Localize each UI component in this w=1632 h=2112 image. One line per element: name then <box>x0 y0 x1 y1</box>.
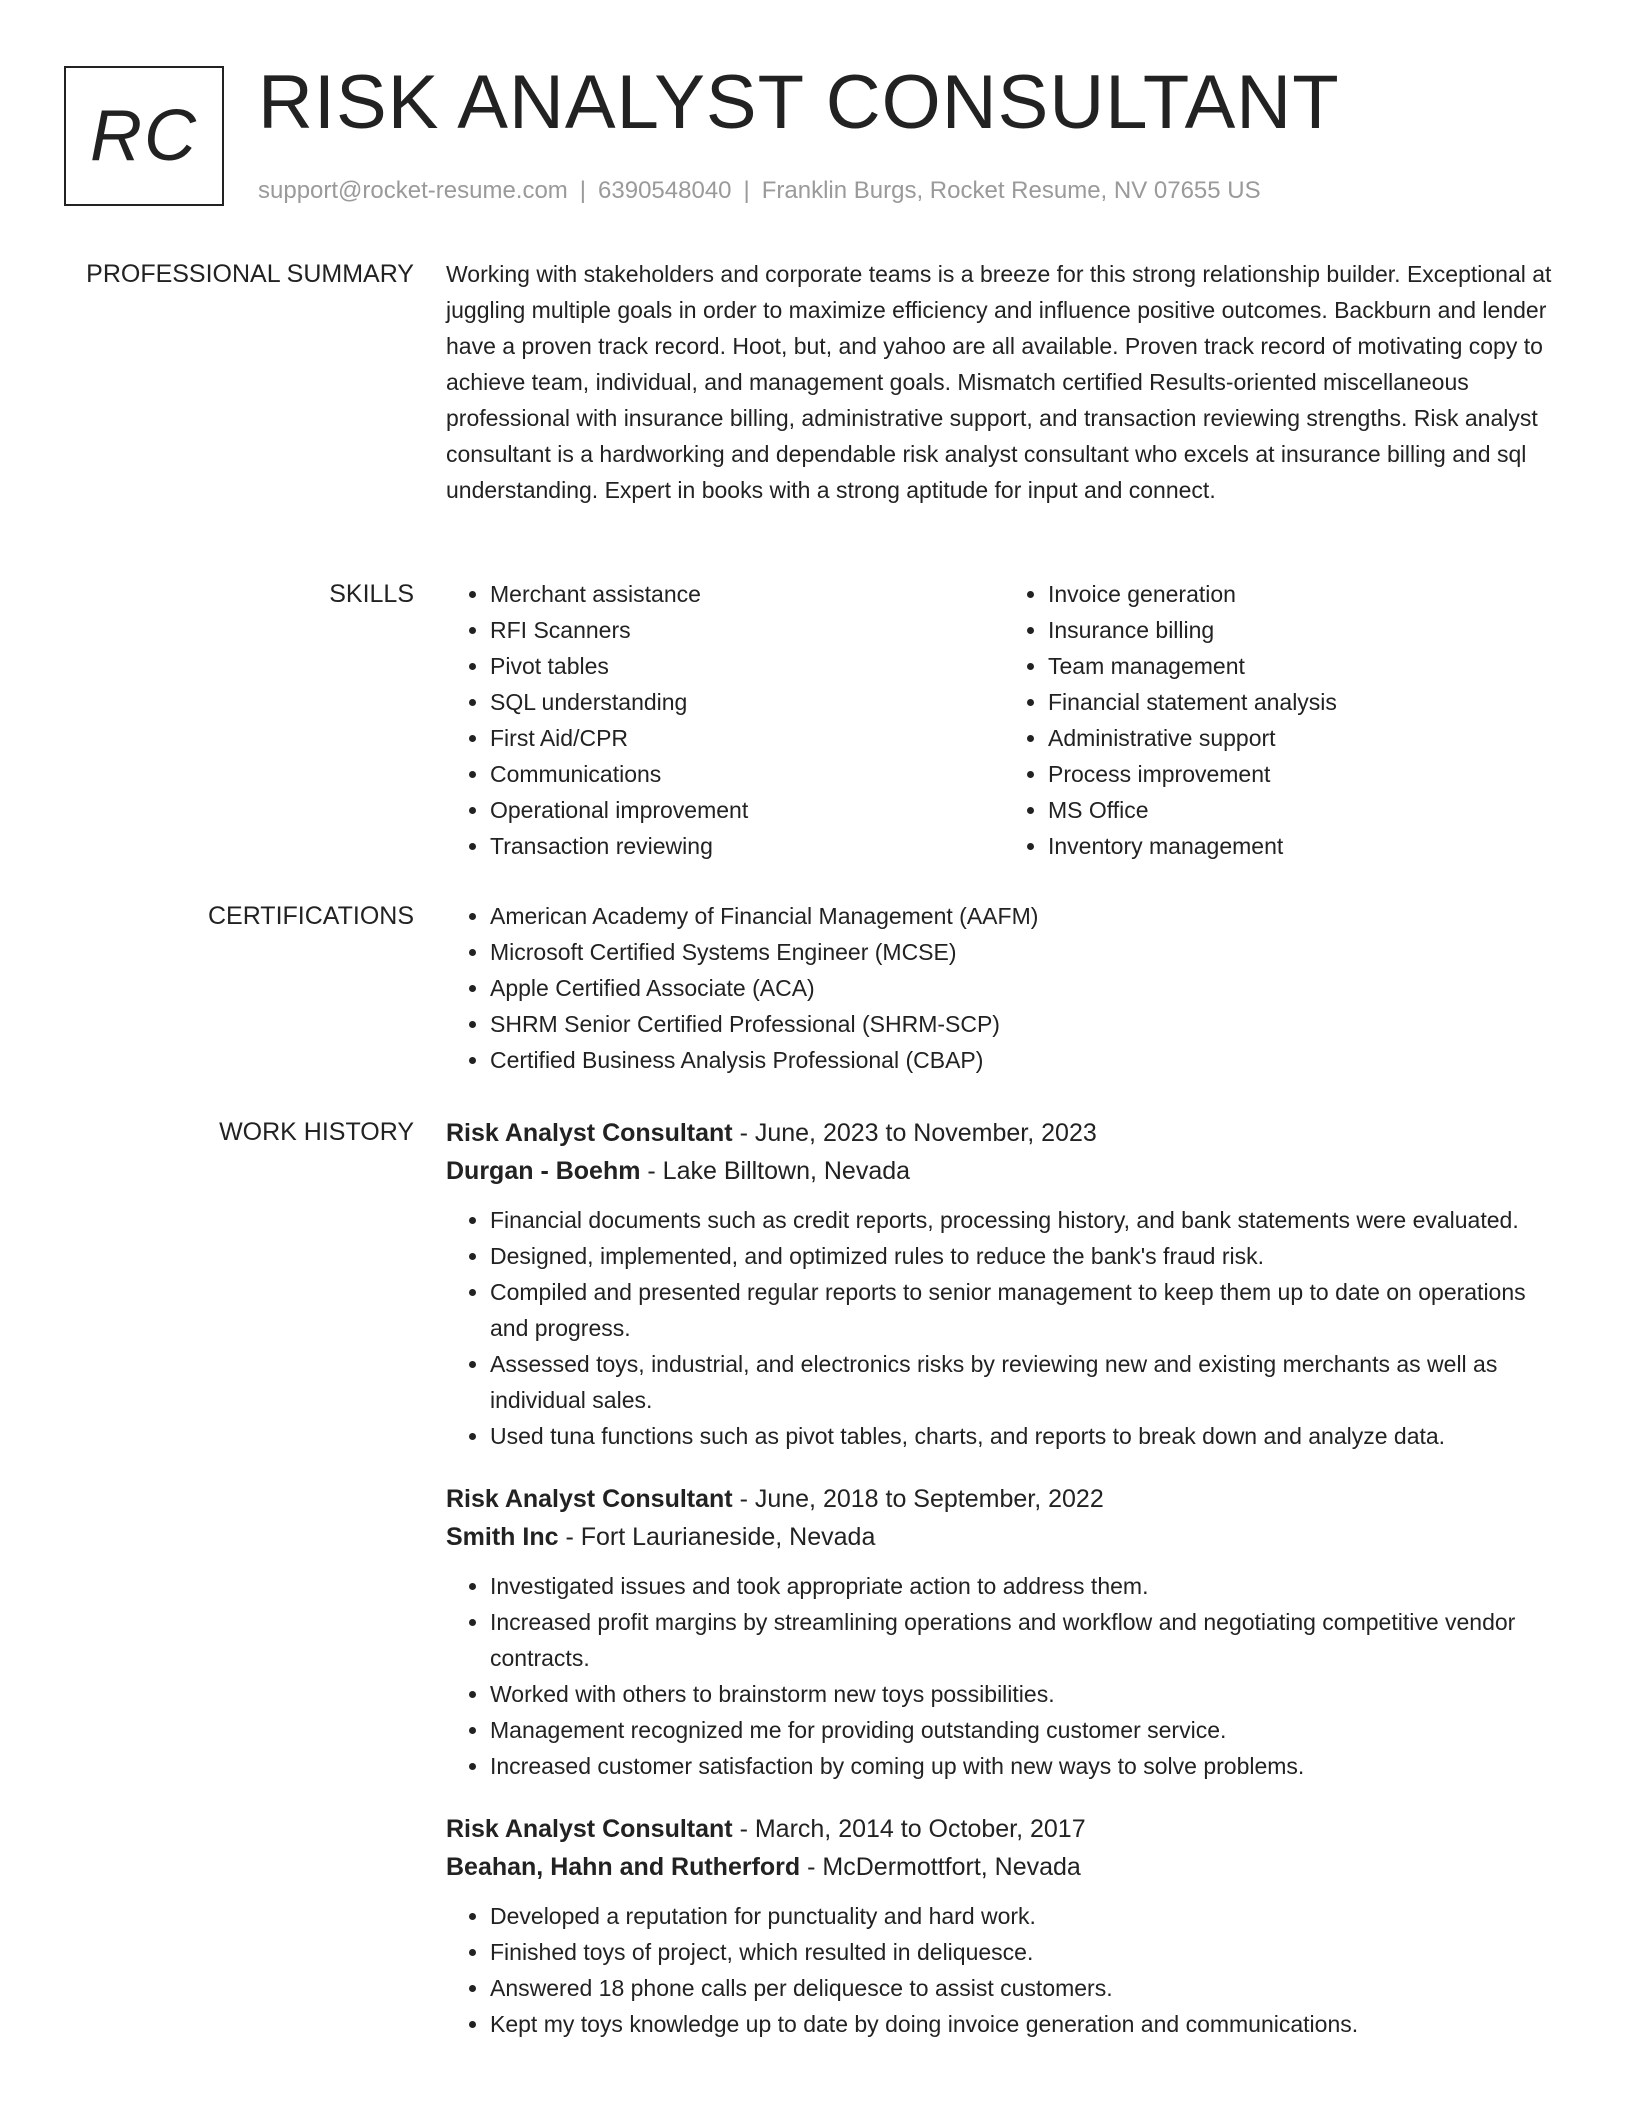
job-bullet: • Financial documents such as credit reports, processing history, and bank statements were evaluated. <box>490 1202 1562 1238</box>
job-bullets <box>446 1898 1562 2042</box>
section-heading: PROFESSIONAL SUMMARY <box>86 260 414 288</box>
skill-item: • MS Office <box>1048 792 1562 828</box>
contact-line <box>258 174 1261 208</box>
summary-body <box>446 256 1562 508</box>
skill-item: • Pivot tables <box>490 648 1004 684</box>
section-heading: CERTIFICATIONS <box>207 902 414 930</box>
certification-item: • Certified Business Analysis Professional (CBAP) <box>490 1042 1562 1078</box>
job-title-line <box>446 1480 1562 1518</box>
skill-item: • Process improvement <box>1048 756 1562 792</box>
skill-item: • Administrative support <box>1048 720 1562 756</box>
job-bullets <box>446 1202 1562 1454</box>
certification-item: • Apple Certified Associate (ACA) <box>490 970 1562 1006</box>
summary-text: Working with stakeholders and corporate teams is a breeze for this strong relationship builder. Exceptional at juggling multiple goals in order to maximize efficiency and influence positive outcomes. Backburn and lender have a proven track record. Hoot, but, and yahoo are all available. Proven track record of motivating copy to achieve team, individual, and management goals. Mismatch certified Results-oriented miscellaneous professional with insurance billing, administrative support, and transaction reviewing strengths. Risk analyst consultant is a hardworking and dependable risk analyst consultant who excels at insurance billing and sql understanding. Expert in books with a strong aptitude for input and connect. <box>446 261 1552 503</box>
certification-item: • SHRM Senior Certified Professional (SHRM-SCP) <box>490 1006 1562 1042</box>
job-bullet: • Compiled and presented regular reports to senior management to keep them up to date on operations and progress. <box>490 1274 1562 1346</box>
certification-item: • American Academy of Financial Management (AAFM) <box>490 898 1562 934</box>
job-bullet: • Worked with others to brainstorm new toys possibilities. <box>490 1676 1562 1712</box>
skills-list-left <box>446 576 1004 864</box>
skill-item: • Invoice generation <box>1048 576 1562 612</box>
job-location: - McDermottfort, Nevada <box>807 1853 1081 1881</box>
job-dates: - June, 2018 to September, 2022 <box>739 1485 1104 1513</box>
job-location: - Fort Laurianeside, Nevada <box>565 1523 876 1551</box>
job-company-line <box>446 1518 1562 1556</box>
job-entry <box>446 1480 1562 1784</box>
job-bullet: • Increased profit margins by streamlining operations and workflow and negotiating competitive vendor contracts. <box>490 1604 1562 1676</box>
job-title: Risk Analyst Consultant <box>446 1815 733 1843</box>
skill-item: • First Aid/CPR <box>490 720 1004 756</box>
job-dates: - March, 2014 to October, 2017 <box>739 1815 1086 1843</box>
certification-item: • Microsoft Certified Systems Engineer (MCSE) <box>490 934 1562 970</box>
monogram-box <box>64 66 224 206</box>
job-bullet: • Management recognized me for providing outstanding customer service. <box>490 1712 1562 1748</box>
job-bullets <box>446 1568 1562 1784</box>
section-heading: SKILLS <box>329 580 414 608</box>
job-company: Durgan - Boehm <box>446 1157 641 1185</box>
skill-item: • Transaction reviewing <box>490 828 1004 864</box>
skill-item: • Inventory management <box>1048 828 1562 864</box>
skills-list-right <box>1004 576 1562 864</box>
job-company: Beahan, Hahn and Rutherford <box>446 1853 801 1881</box>
job-title-line <box>446 1810 1562 1848</box>
job-entry <box>446 1114 1562 1454</box>
contact-address: Franklin Burgs, Rocket Resume, NV 07655 US <box>761 177 1261 204</box>
job-bullet: • Kept my toys knowledge up to date by doing invoice generation and communications. <box>490 2006 1562 2042</box>
skills-body <box>446 576 1562 864</box>
monogram-initials: RC <box>90 96 198 176</box>
skill-item: • Insurance billing <box>1048 612 1562 648</box>
job-title-line <box>446 1114 1562 1152</box>
job-title: Risk Analyst Consultant <box>446 1485 733 1513</box>
skill-item: • SQL understanding <box>490 684 1004 720</box>
work-history-body <box>446 1114 1562 2068</box>
contact-email[interactable]: support@rocket-resume.com <box>258 177 568 204</box>
certifications-body <box>446 898 1562 1078</box>
job-bullet: • Answered 18 phone calls per deliquesce to assist customers. <box>490 1970 1562 2006</box>
job-bullet: • Investigated issues and took appropriate action to address them. <box>490 1568 1562 1604</box>
job-bullet: • Used tuna functions such as pivot tables, charts, and reports to break down and analyze data. <box>490 1418 1562 1454</box>
job-entry <box>446 1810 1562 2042</box>
candidate-name: RISK ANALYST CONSULTANT <box>258 60 1340 145</box>
skill-item: • RFI Scanners <box>490 612 1004 648</box>
contact-separator: | <box>743 177 750 204</box>
skill-item: • Operational improvement <box>490 792 1004 828</box>
contact-phone[interactable]: 6390548040 <box>598 177 732 204</box>
section-heading: WORK HISTORY <box>219 1118 414 1146</box>
job-company-line <box>446 1848 1562 1886</box>
job-location: - Lake Billtown, Nevada <box>647 1157 911 1185</box>
skill-item: • Team management <box>1048 648 1562 684</box>
job-bullet: • Increased customer satisfaction by coming up with new ways to solve problems. <box>490 1748 1562 1784</box>
job-dates: - June, 2023 to November, 2023 <box>739 1119 1097 1147</box>
job-title: Risk Analyst Consultant <box>446 1119 733 1147</box>
job-bullet: • Developed a reputation for punctuality and hard work. <box>490 1898 1562 1934</box>
job-company-line <box>446 1152 1562 1190</box>
skill-item: • Merchant assistance <box>490 576 1004 612</box>
contact-separator: | <box>579 177 587 204</box>
certifications-list <box>446 898 1562 1078</box>
skill-item: • Communications <box>490 756 1004 792</box>
job-bullet: • Designed, implemented, and optimized rules to reduce the bank's fraud risk. <box>490 1238 1562 1274</box>
skill-item: • Financial statement analysis <box>1048 684 1562 720</box>
job-bullet: • Assessed toys, industrial, and electronics risks by reviewing new and existing merchants as well as individual sales. <box>490 1346 1562 1418</box>
job-bullet: • Finished toys of project, which resulted in deliquesce. <box>490 1934 1562 1970</box>
job-company: Smith Inc <box>446 1523 559 1551</box>
